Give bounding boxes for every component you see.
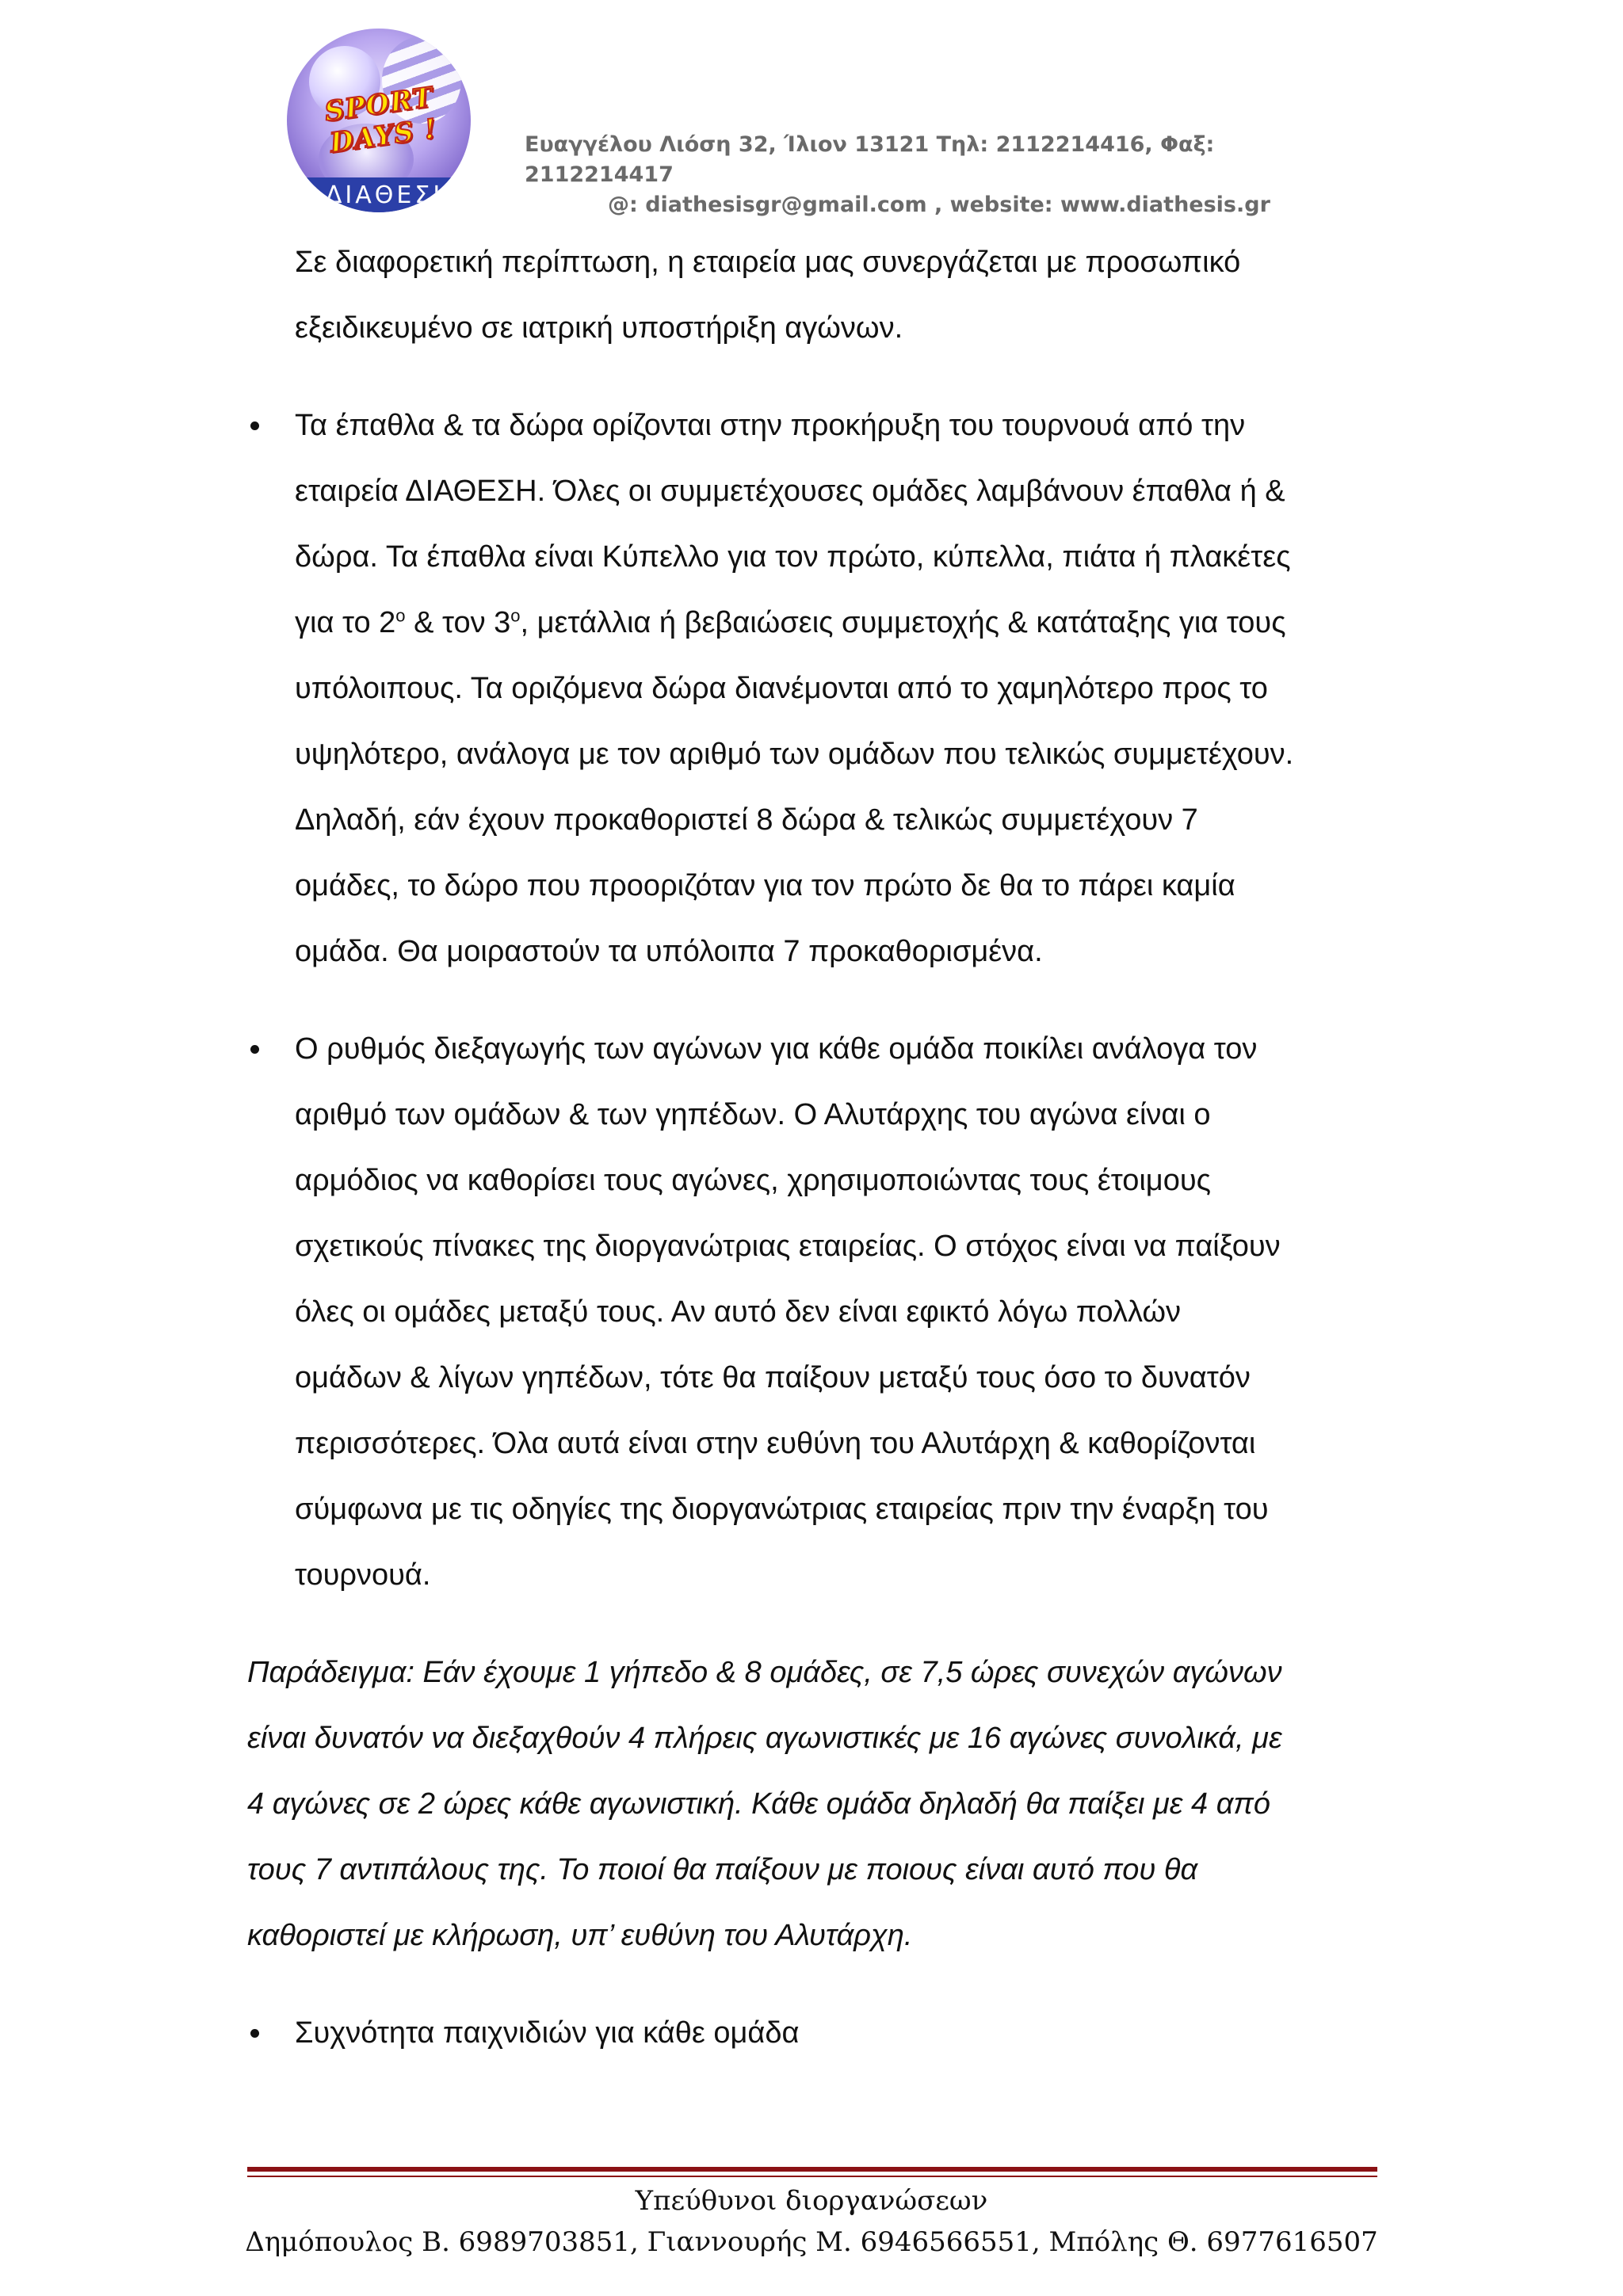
paragraph-line: δώρα. Τα έπαθλα είναι Κύπελλο για τον πρώτο, κύπελλα, πιάτα ή πλακέτες <box>295 540 1291 574</box>
paragraph-line: εταιρεία ΔΙΑΘΕΣΗ. Όλες οι συμμετέχουσες ομάδες λαμβάνουν έπαθλα ή & <box>295 475 1285 508</box>
contact-email-website: @: diathesisgr@gmail.com , website: www.diathesis.gr <box>608 193 1270 217</box>
paragraph-line: καθοριστεί με κλήρωση, υπ’ ευθύνη του Αλυτάρχη. <box>247 1919 913 1952</box>
paragraph-line: Σε διαφορετική περίπτωση, η εταιρεία μας συνεργάζεται με προσωπικό <box>295 246 1241 279</box>
contact-address-phone: Ευαγγέλου Λιόση 32, Ίλιον 13121 Τηλ: 2112214416, Φαξ: 2112214417 <box>525 132 1215 187</box>
letterhead <box>0 0 1623 222</box>
paragraph-line: σχετικούς πίνακες της διοργανώτριας εταιρείας. Ο στόχος είναι να παίξουν <box>295 1230 1281 1263</box>
paragraph-line: Παράδειγμα: Εάν έχουμε 1 γήπεδο & 8 ομάδες, σε 7,5 ώρες συνεχών αγώνων <box>247 1656 1282 1689</box>
example-paragraph <box>247 1640 1388 1969</box>
footer-divider <box>247 2167 1377 2172</box>
paragraph-line: ομάδων & λίγων γηπέδων, τότε θα παίξουν μεταξύ τους όσο το δυνατόν <box>295 1361 1251 1394</box>
paragraph-line: αριθμό των ομάδων & των γηπέδων. Ο Αλυτάρχης του αγώνα είναι ο <box>295 1098 1211 1131</box>
paragraph-line: Τα έπαθλα & τα δώρα ορίζονται στην προκήρυξη του τουρνουά από την <box>295 409 1246 442</box>
paragraph-line: εξειδικευμένο σε ιατρική υποστήριξη αγώνων. <box>295 311 903 345</box>
company-logo <box>287 29 471 212</box>
document-body <box>247 230 1388 2066</box>
paragraph-line: περισσότερες. Όλα αυτά είναι στην ευθύνη του Αλυτάρχη & καθορίζονται <box>295 1427 1256 1460</box>
bullet-icon <box>250 1045 259 1054</box>
paragraph-line: τους 7 αντιπάλους της. Το ποιοί θα παίξουν με ποιους είναι αυτό που θα <box>247 1853 1198 1886</box>
footer-divider <box>247 2176 1377 2177</box>
bullet-item-prizes <box>247 393 1388 985</box>
paragraph-line: Δηλαδή, εάν έχουν προκαθοριστεί 8 δώρα & τελικώς συμμετέχουν 7 <box>295 803 1198 837</box>
paragraph-line: Συχνότητα παιχνιδιών για κάθε ομάδα <box>295 2016 800 2050</box>
paragraph-line: όλες οι ομάδες μεταξύ τους. Αν αυτό δεν είναι εφικτό λόγω πολλών <box>295 1295 1182 1329</box>
bullet-icon <box>250 421 259 430</box>
logo-company-name: ΔΙΑΘΕΣΗ <box>325 181 454 209</box>
bullet-item-frequency <box>247 2000 1388 2066</box>
footer-contacts: Δημόπουλος Β. 6989703851, Γιαννουρής Μ. 6946566551, Μπόλης Θ. 6977616507 <box>245 2226 1378 2258</box>
logo-name-strip <box>287 177 471 212</box>
paragraph-line: υπόλοιπους. Τα οριζόμενα δώρα διανέμονται από το χαμηλότερο προς το <box>295 672 1268 705</box>
sun-icon: ✹ <box>304 183 321 207</box>
paragraph-line: τουρνουά. <box>295 1558 431 1592</box>
paragraph-line: σύμφωνα με τις οδηγίες της διοργανώτριας εταιρείας πριν την έναρξη του <box>295 1493 1269 1526</box>
paragraph-line: υψηλότερο, ανάλογα με τον αριθμό των ομάδων που τελικώς συμμετέχουν. <box>295 738 1294 771</box>
paragraph-line: για το $2^o$ & τον $3^o$, μετάλλια ή βεβαιώσεις συμμετοχής & κατάταξης για τους <box>295 605 1286 639</box>
paragraph-line: αρμόδιος να καθορίσει τους αγώνες, χρησιμοποιώντας τους έτοιμους <box>295 1164 1211 1197</box>
contact-info <box>525 130 1365 220</box>
bullet-icon <box>250 2029 259 2038</box>
paragraph-line: ομάδα. Θα μοιραστούν τα υπόλοιπα 7 προκαθορισμένα. <box>295 935 1043 968</box>
page-footer <box>0 2180 1623 2263</box>
footer-title: Υπεύθυνοι διοργανώσεων <box>635 2185 988 2217</box>
paragraph-line: είναι δυνατόν να διεξαχθούν 4 πλήρεις αγωνιστικές με 16 αγώνες συνολικά, με <box>247 1722 1282 1755</box>
bullet-item-schedule <box>247 1016 1388 1608</box>
logo-brand-text: SPORT DAYS ! <box>323 81 439 160</box>
paragraph-line: 4 αγώνες σε 2 ώρες κάθε αγωνιστική. Κάθε ομάδα δηλαδή θα παίξει με 4 από <box>247 1787 1270 1821</box>
paragraph-line: ομάδες, το δώρο που προοριζόταν για τον πρώτο δε θα το πάρει καμία <box>295 869 1235 902</box>
paragraph-line: Ο ρυθμός διεξαγωγής των αγώνων για κάθε ομάδα ποικίλει ανάλογα τον <box>295 1032 1258 1066</box>
